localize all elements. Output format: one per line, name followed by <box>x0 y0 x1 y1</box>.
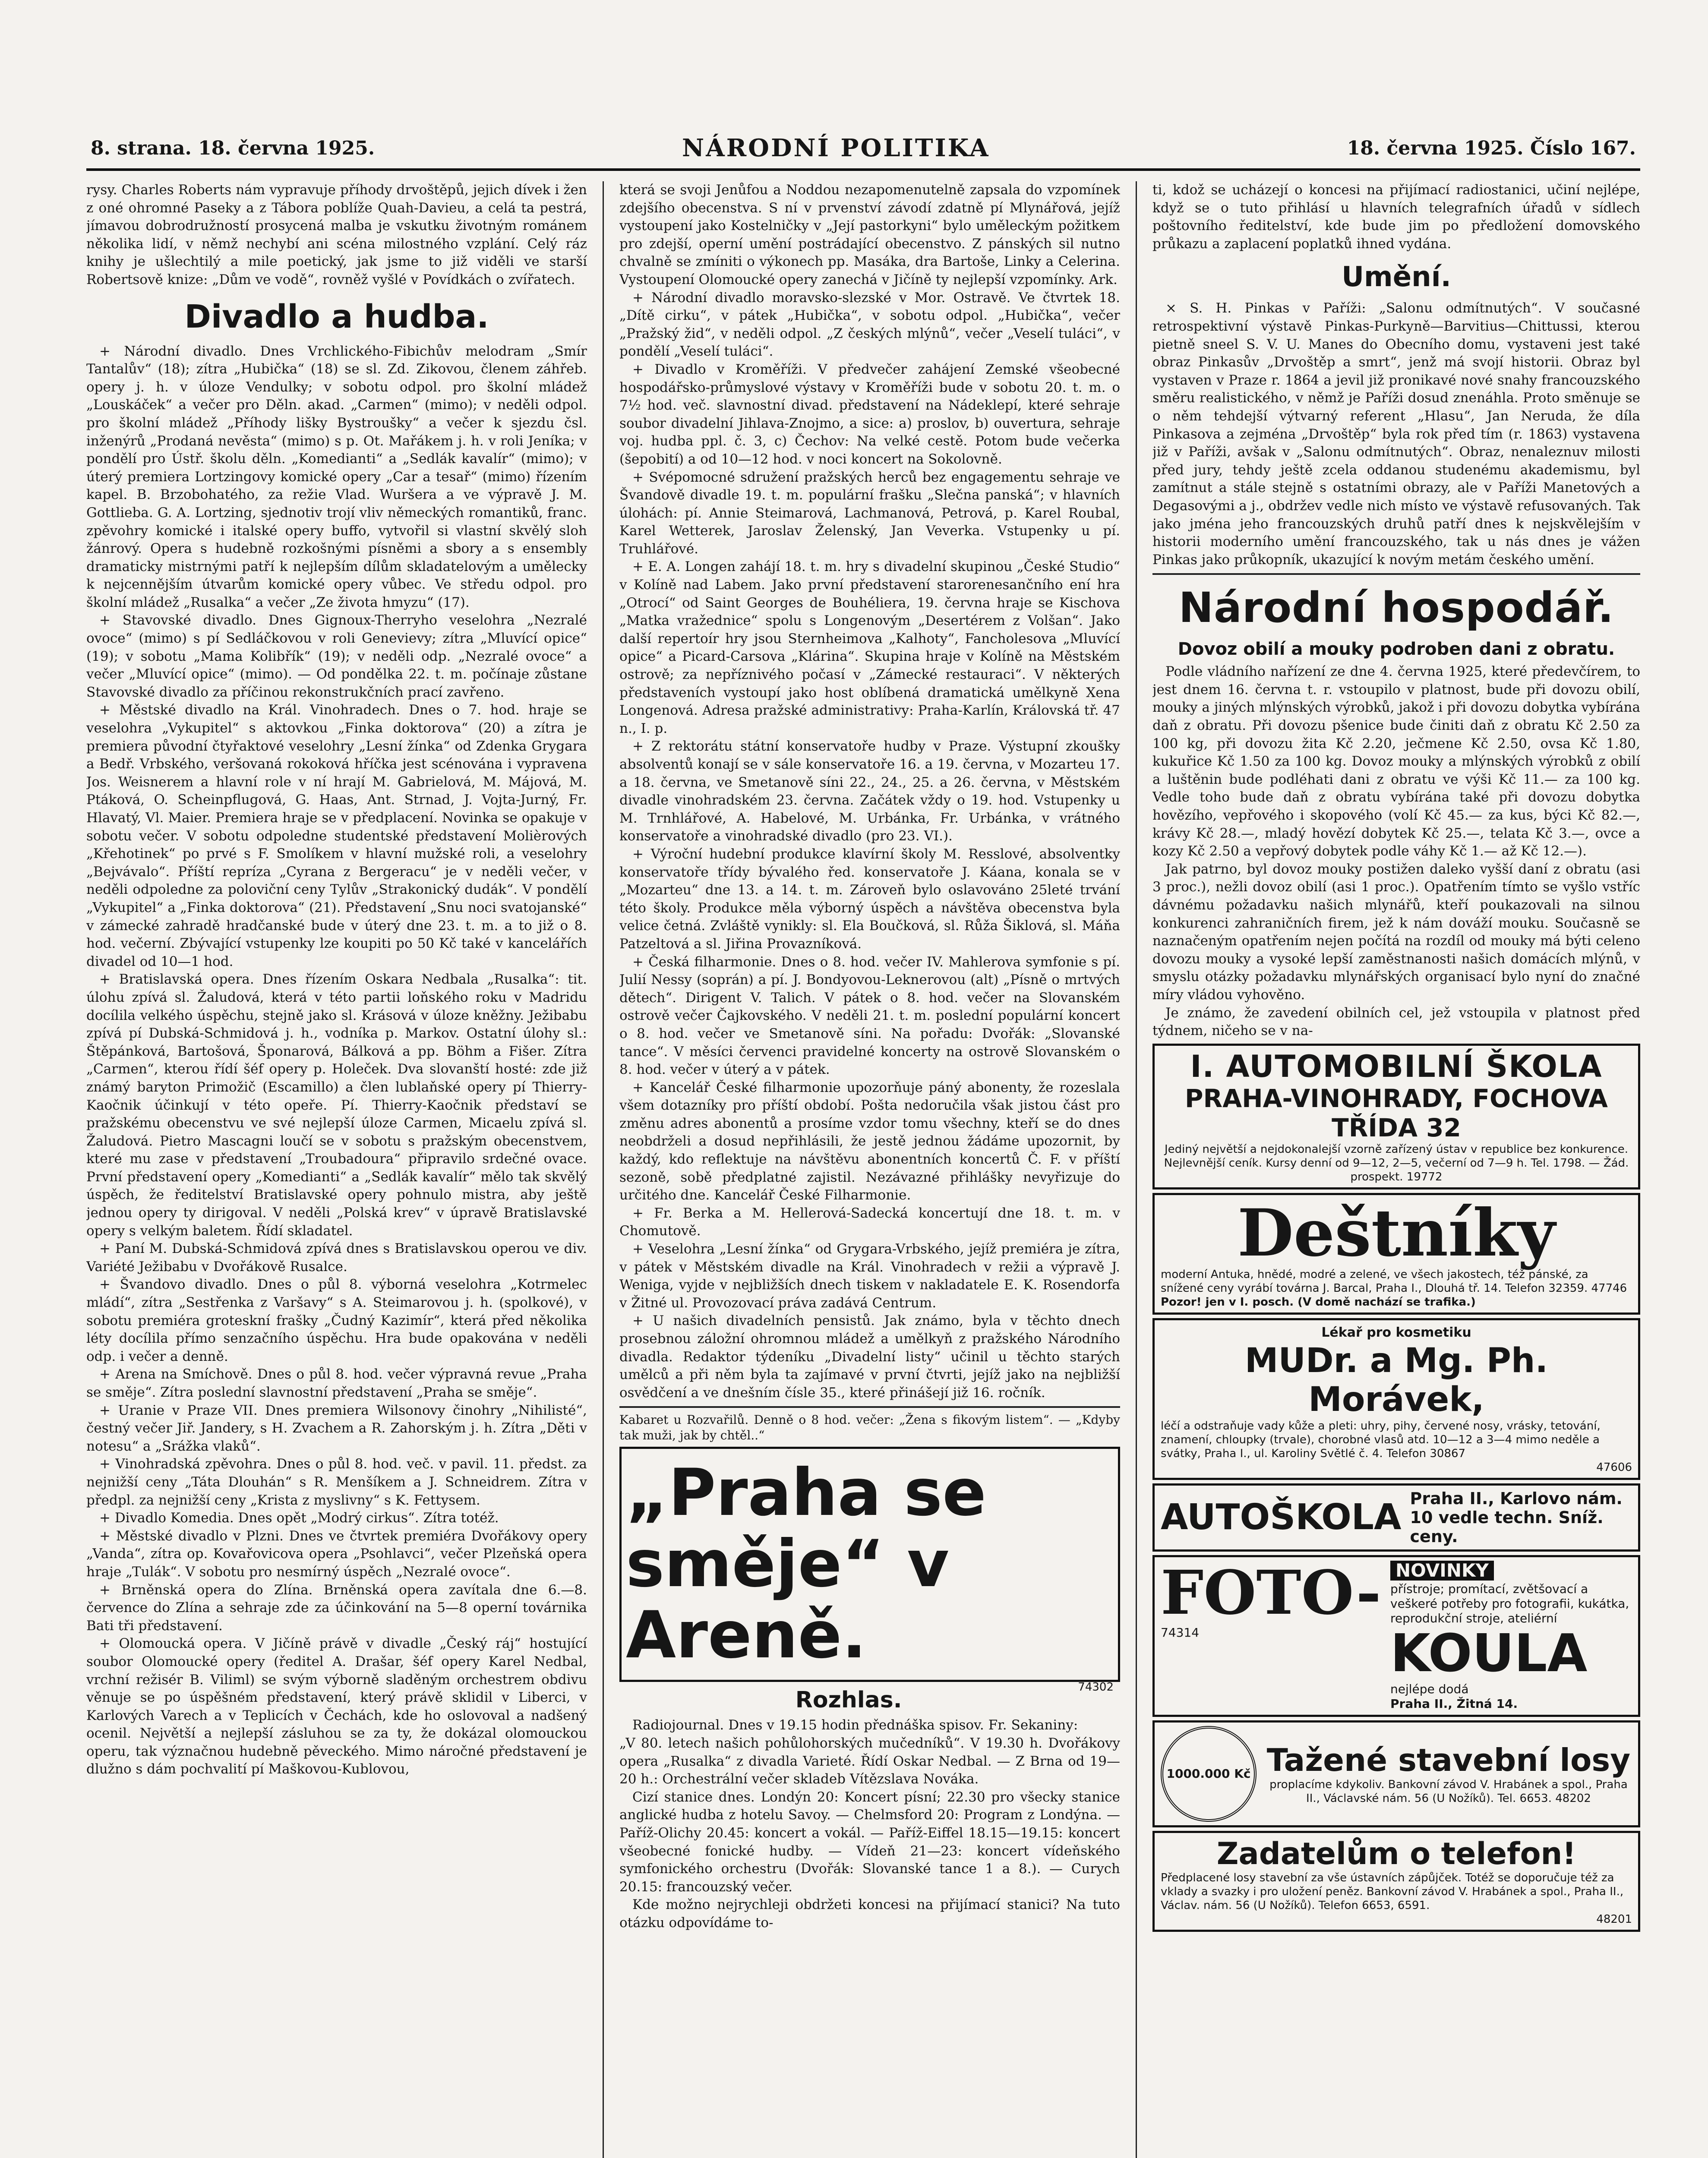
ad-number: 47606 <box>1596 1461 1632 1474</box>
section-title-rozhlas: Rozhlas. <box>795 1687 902 1713</box>
article-text: + Olomoucká opera. V Jičíně právě v divadle „Český ráj“ hostující soubor Olomoucké opery (ředitel A. Drašar, šéf opery Karel Nedbal, vrchní režisér B. Viliml) se svým výborně sladěným orchestrem obdivu věnuje se po úspěšném představení, který právě sklidil v Liberci, v Karlových Varech a v Teplicích v Čechách, kde ho oslovoval a nadšený ocenil. Největší a nejlepší zásluhou se za ty, že dokázal olomouckou operu, tak význačnou hudebně pěveckého. Mimo náročné představení je dlužno s dám pochvalití pí Maškovou-Kublovou, <box>86 1636 587 1777</box>
ad-praha-se-smeje <box>619 1447 1120 1694</box>
article-text: + Uranie v Praze VII. Dnes premiera Wilsonovy činohry „Nihilisté“, čestný večer Jiř. Jandery, s H. Zvachem a R. Zahorským j. h. Zítra „Děti v notesu“ a „Srážka vlaků“. <box>86 1402 587 1454</box>
column-2 <box>619 181 1120 2158</box>
article-text: + Česká filharmonie. Dnes o 8. hod. večer IV. Mahlerova symfonie s pí. Julií Nessy (soprán) a pí. J. Bondyovou-Leknerovou (alt) „Písně o mrtvých dětech“. Dirigent V. Talich. V pátek o 8. hod. večer na Slovanském ostrově večer Čajkovského. V neděli 21. t. m. poslední populární koncert o 8. hod. večer ve Smetanově síni. Na pořadu: Dvořák: „Slovanské tance“. V měsíci červenci pravidelné koncerty na ostrově Slovanském o 8. hod. večer v úterý a v pátek. <box>619 954 1120 1078</box>
article-text: Je známo, že zavedení obilních cel, jež vstoupila v platnost před týdnem, ničeho se v na- <box>1152 1005 1640 1039</box>
article-text: + Výroční hudební produkce klavírní školy M. Resslové, absolventky konservatoře třídy bývalého řed. konservatoře J. Káana, konala se v „Mozarteu“ dne 13. a 14. t. m. Zároveň bylo oslavováno 25leté trvání této školy. Produkce měla výborný úspěch a návštěva obecenstva byla velice četná. Zvláště vynikly: sl. Ela Boučková, sl. Růža Šiklová, sl. Máňa Patzeltová a sl. Jiřina Provazníková. <box>619 846 1120 952</box>
article-text: + Brněnská opera do Zlína. Brněnská opera zavítala dne 6.—8. července do Zlína a sehraje zde za účinkování na 5—8 operní továrnika Bati tři představení. <box>86 1582 587 1634</box>
ad-number: 74302 <box>1078 1681 1114 1694</box>
ad-number: 48201 <box>1596 1912 1632 1926</box>
column-1 <box>86 181 587 2158</box>
section-title-umeni: Umění. <box>1342 261 1451 293</box>
article-text: + Divadlo Komedia. Dnes opět „Modrý cirkus“. Zítra totéž. <box>99 1510 499 1526</box>
ad-text: Předplacené losy stavební za vše ústavních zápůjček. Totéž se doporučuje též za vklady a svazky i pro uložení peněz. Bankovní závod V. Hrabánek a spol., Praha II., Václav. nám. 56 (U Nožíků). Telefon 6653, 6591. <box>1161 1871 1624 1912</box>
article-text: ti, kdož se ucházejí o koncesi na přijímací radiostanici, učiní nejlépe, když se o tuto přihlásí u hlavních telegrafních úřadů v sídlech poštovního ředitelství, kde bude jim po předložení domovského průkazu a zaplacení poplatků ihned vydána. <box>1152 182 1640 252</box>
ad-headline: FOTO- <box>1161 1558 1381 1629</box>
ad-text: nejlépe dodá <box>1390 1682 1469 1696</box>
article-text: + E. A. Longen zahájí 18. t. m. hry s divadelní skupinou „České Studio“ v Kolíně nad Labem. Jako první představení starorenesančního ení hra „Otrocí“ od Saint Georges de Bouhéliera, 19. června hraje se Kischova „Matka vražednice“ spolu s Longenovým „Desertérem z Volšan“. Jako další repertoír hry jsou Sternheimova „Kalhoty“, Fancholesova „Mluvící opice“ a Picard-Carsova „Klárina“. Skupina hraje v Kolíně na Městském ostrově; za nepříznivého počasí v „Zámecké restauraci“. V některých představeních vystoupí jako host oblíbená dramatická umělkyně Xena Longenová. Adresa pražské administrativy: Praha-Karlín, Královská tř. 47 n., I. p. <box>619 559 1120 736</box>
column-3 <box>1152 181 1640 2158</box>
article-text: + Arena na Smíchově. Dnes o půl 8. hod. večer výpravná revue „Praha se směje“. Zítra poslední slavnostní představení „Praha se směje“. <box>86 1366 587 1400</box>
column-rule <box>603 181 604 2158</box>
article-text: Radiojournal. Dnes v 19.15 hodin přednáška spisov. Fr. Sekaniny: „V 80. letech našich pohůlohorských mučedníků“. V 19.30 h. Dvořákovy opera „Rusalka“ z divadla Varieté. Řídí Oskar Nedbal. — Z Brna od 19—20 h.: Orchestrální večer skladeb Vítězslava Nováka. <box>619 1717 1120 1787</box>
ad-destniky <box>1152 1193 1640 1315</box>
article-text: + Svépomocné sdružení pražských herců bez engagementu sehraje ve Švandově divadle 19. t. m. populární frašku „Slečna panská“; v hlavních úlohách: pí. Annie Steimarová, Lachmanová, Petrová, p. Karel Roubal, Karel Wetterek, Jaroslav Želenský, Jan Veverka. Vstupenky u pí. Truhlářové. <box>619 469 1120 557</box>
ad-text: přístroje; promítací, zvětšovací a veškeré potřeby pro fotografii, kukátka, reprodukční stroje, ateliérní <box>1390 1581 1629 1625</box>
ad-text: Praha II., Karlovo nám. 10 vedle techn. Sníž. ceny. <box>1410 1489 1623 1546</box>
section-title-narodni-hospodar: Národní hospodář. <box>1178 584 1614 632</box>
ad-telefon <box>1152 1831 1640 1932</box>
article-text: + Švandovo divadlo. Dnes o půl 8. výborná veselohra „Kotrmelec mládí“, zítra „Sestřenka z Varšavy“ s A. Steimarovou j. h. (spolkové), v sobotu premiéra groteskní frašky „Čudný Kazimír“, která před několika léty docílila přímo senzačního úspěchu. Hra bude opakována v neděli odp. i večer a denně. <box>86 1277 587 1364</box>
column-rule <box>1136 181 1137 2158</box>
article-text: + Veselohra „Lesní žínka“ od Grygara-Vrbského, jejíž premiéra je zítra, v pátek v Městském divadle na Král. Vinohradech v režii a výpravě J. Weniga, vyjde v nejbližších dnech tiskem v nakladatele E. K. Rosendorfa v Žitné ul. Provozovací práva zadává Centrum. <box>619 1241 1120 1311</box>
article-text: + Městské divadlo na Král. Vinohradech. Dnes o 7. hod. hraje se veselohra „Vykupitel“ s aktovkou „Finka doktorova“ (20) a zítra je premiera původní čtyřaktové veselohry „Lesní žínka“ od Zdenka Grygara a Bedř. Vrbského, veršovaná rokoková hříčka jest scénována i vypravena Jos. Weisnerem a hlavní role v ní hrají M. Gabrielová, M. Májová, M. Ptáková, O. Scheinpflugová, G. Haas, Ant. Strnad, J. Vojta-Jurný, Fr. Hlavatý, Vl. Maier. Premiera hraje se v předplacení. Novinka se opakuje v sobotu večer. V sobotu odpoledne studentské představení Molièrových „Křehotinek“ po prvé s F. Smolíkem v hlavní mužské roli, a veselohry „Bejvávalo“. Příští repríza „Cyrana z Bergeracu“ je v neděli večer, v neděli odpoledne za poloviční ceny Tylův „Strakonický dudák“. V pondělí „Vykupitel“ a „Finka doktorova“ (21). Představení „Snu noci svatojanské“ v zámecké zahradě hradčanské bude v úterý dne 23. t. m. a to již o 8. hod. večerní. Zbývající vstupenky lze koupiti po 50 Kč také v kancelářích divadel od 10—1 hod. <box>86 702 587 969</box>
article-text: + U našich divadelních pensistů. Jak známo, byla v těchto dnech prosebnou záložní ohromnou mládež a umělkyň z pražského Národního divadla. Redaktor týdeníku „Divadelní listy“ učinil u těchto starých umělců a při něm byla ta zajímavé v první čtvrti, jejíž jako na nejbližší osvědčení a ve dnešním čísle 35., které přinášejí již 16. ročník. <box>619 1313 1120 1401</box>
ad-text: proplacíme kdykoliv. Bankovní závod V. Hrabánek a spol., Praha II., Václavské nám. 56 (U Nožíků). Tel. 6653. 48202 <box>1269 1778 1628 1805</box>
article-text: + Bratislavská opera. Dnes řízením Oskara Nedbala „Rusalka“: tit. úlohu zpívá sl. Žaludová, která v této partii loňského roku v Madridu docílila velkého úspěchu, stejně jako sl. Krásová v úloze kněžny. Ježibabu zpívá pí Dubská-Schmidová j. h., vodníka p. Markov. Ostatní úlohy sl.: Štěpánková, Bartošová, Šponarová, Bálková a pp. Böhm a Fišer. Zítra „Carmen“, kterou řídí šéf opery p. Holeček. Dva slovanští hosté: zde již známý baryton Primožič (Escamillo) a člen lublaňské opery pí Thierry-Kaočnik účinkují v této opeře. Pí. Thierry-Kaočnik představí se pražskému obecenstvu ve své nejlepší úloze Carmen, Micaelu zpívá sl. Žaludová. Pietro Mascagni loučí se v sobotu s pražským obecenstvem, které mu zase v představení „Troubadoura“ připravilo srdečné ovace. První představení opery „Komedianti“ a „Sedlák kavalír“ mělo tak skvělý úspěch, že ředitelství Bratislavské opery pohnulo mistra, aby ještě jednou opery ty dirigoval. V neděli „Polská krev“ v úpravě Bratislavské opery s velkým baletem. Řídí skladatel. <box>86 972 587 1239</box>
article-text: + Divadlo v Kroměříži. V předvečer zahájení Zemské všeobecné hospodářsko-průmyslové výstavy v Kroměříži bude v sobotu 20. t. m. o 7½ hod. več. slavnostní divad. představení na Nádeklepí, které sehraje soubor divadelní Jihlava-Znojmo, a sice: a) proslov, b) ouvertura, sehraje voj. hudba ppl. č. 3, c) Čechov: Na velké cestě. Potom bude večerka (šepobití) a od 10—12 hod. v noci koncert na Sokolovně. <box>619 361 1120 467</box>
ad-subheadline: PRAHA-VINOHRADY, FOCHOVA TŘÍDA 32 <box>1185 1083 1608 1142</box>
article-text: + Fr. Berka a M. Hellerová-Sadecká koncertují dne 18. t. m. v Chomutově. <box>619 1205 1120 1239</box>
ad-headline: Tažené stavební losy <box>1266 1742 1631 1778</box>
article-text: + Vinohradská zpěvohra. Dnes o půl 8. hod. več. v pavil. 11. předst. za nejnižší ceny „Táta Dlouhán“ s R. Menšíkem a J. Schneidrem. Zítra v předpl. za nejnižší ceny „Krista z myslivny“ s K. Fettysem. <box>86 1456 587 1508</box>
ad-autoskola <box>1152 1483 1640 1552</box>
header-left: 8. strana. 18. června 1925. <box>91 137 375 159</box>
article-headline: Dovoz obilí a mouky podroben dani z obratu. <box>1178 639 1615 659</box>
divider <box>1152 573 1640 575</box>
ad-text: Jediný největší a nejdokonalejší vzorně zařízený ústav v republice bez konkurence. Nejlevnější ceník. Kursy denní od 9—12, 2—5, večerní od 7—9 h. Tel. 1798. — Žád. prospekt. 19772 <box>1164 1142 1629 1183</box>
ad-text: moderní Antuka, hnědé, modré a zelené, ve všech jakostech, též pánské, za snížené ceny vyrábí továrna J. Barcal, Praha I., Dlouhá tř. 14. Telefon 32359. 47746 <box>1161 1268 1627 1295</box>
article-text: Cizí stanice dnes. Londýn 20: Koncert písní; 22.30 pro všecky stanice anglické hudba z hotelu Savoy. — Chelmsford 20: Program z Londýna. — Paříž-Olichy 20.45: koncert a vokál. — Paříž-Eiffel 18.15—19.15: koncert všeobecné fonické hudby. — Vídeň 21—23: koncert vídeňského symfonického orchestru (Dvořák: Slovanské tance 1 a 8.). — Curych 20.15: francouzský večer. <box>619 1789 1120 1895</box>
article-text: rysy. Charles Roberts nám vypravuje příhody drvoštěpů, jejich dívek i žen z oné ohromné Paseky a z Tábora poblíže Quah-Davieu, a celá ta pestrá, jímavou dobrodružností prosycená malba je vskutku životným románem několika lidí, v němž nechybí ani scéna milostného vzplání. Celý ráz knihy je ušlechtilý a mile poetický, jak jsme to již viděli ve starší Robertsově knize: „Dům ve vodě“, rovněž vyšlé v Povídkách o zvířatech. <box>86 182 587 287</box>
section-title-divadlo: Divadlo a hudba. <box>184 298 489 335</box>
ad-brand: KOULA <box>1390 1623 1588 1684</box>
masthead: NÁRODNÍ POLITIKA <box>682 134 990 162</box>
ad-headline: Zadatelům o telefon! <box>1216 1836 1576 1871</box>
ad-seal: 1000.000 Kč <box>1161 1726 1257 1822</box>
article-text: + Národní divadlo. Dnes Vrchlického-Fibichův melodram „Smír Tantalův“ (18); zítra „Hubička“ (18) se sl. Zd. Zikovou, členem záhřeb. opery j. h. v úloze Vendulky; v sobotu odpol. pro školní mládež „Louskáček“ a večer pro Děln. akad. „Carmen“ (mimo); v neděli odpol. pro školní mládež „Příhody lišky Bystroušky“ a večer k sjezdu čsl. inženýrů „Prodaná nevěsta“ (mimo) s p. Ot. Mařákem j. h. v roli Jeníka; v pondělí pro Ústř. školu děln. „Komedianti“ a „Sedlák kavalír“ (mimo); v úterý premiera Lortzingovy komické opery „Car a tesař“ (mimo) řízením kapel. B. Brzobohatého, za režie Vlad. Wuršera a ve výpravě J. M. Gottlieba. G. A. Lortzing, sjednotiv trojí vliv německých romantiků, franc. zpěvohry komické i italské opery buffo, vytvořil si vlastní skvělý sloh žánrový. Opera s hudebně rozkošnými písněmi a sbory a s ensembly dramaticky mistrnými patří k nejlepším dílům skladatelovým a umělecky k nejcennějším útvarům komické opery vůbec. Ve středu odpol. pro školní mládež „Rusalka“ a večer „Ze života hmyzu“ (17). <box>86 343 587 610</box>
ad-text: léčí a odstraňuje vady kůže a pleti: uhry, pihy, červené nosy, vrásky, tetování, znamení, chloupky (trvale), chorobné vlasů atd. 10—12 a 3—4 mimo neděle a svátky, Praha I., ul. Karoliny Světlé č. 4. Telefon 30867 <box>1161 1420 1601 1461</box>
ad-stavebni-losy <box>1152 1720 1640 1827</box>
article-text: + Národní divadlo moravsko-slezské v Mor. Ostravě. Ve čtvrtek 18. „Dítě cirku“, v pátek „Hubička“, v sobotu odpol. „Hubička“, večer „Pražský žid“, v neděli odpol. „Z českých mlýnů“, večer „Veselí tuláci“, v pondělí „Veselí tuláci“. <box>619 290 1120 360</box>
ad-headline: I. AUTOMOBILNÍ ŠKOLA <box>1190 1048 1603 1084</box>
ad-kabaret: Kabaret u Rozvařilů. Denně o 8 hod. večer: „Žena s fikovým listem“. — „Kdyby tak muži, jak by chtěl..“ <box>619 1413 1120 1443</box>
article-text: Kde možno nejrychleji obdržeti koncesi na přijímací stanici? Na tuto otázku odpovídáme to- <box>619 1897 1120 1931</box>
ad-foto-koula <box>1152 1555 1640 1717</box>
article-text: Podle vládního nařízení ze dne 4. června 1925, které předevčírem, to jest dnem 16. června t. r. vstoupilo v platnost, bude při dovozu obilí, mouky a jiných mlýnských výrobků, jakož i při dovozu dobytka vybírána daň z obratu. Při dovozu pšenice bude činiti daň z obratu Kč 2.50 za 100 kg, při dovozu žita Kč 2.20, ječmene Kč 2.50, ovsa Kč 1.80, kukuřice Kč 1.50 za 100 kg. Dovoz mouky a mlýnských výrobků z obilí a luštěnin bude podléhati dani z obratu ve výši Kč 11.— za 100 kg. Vedle toho bude daň z obratu vybírána také při dovozu dobytka hovězího, vepřového i skopového (volí Kč 45.— za kus, býci Kč 82.—, krávy Kč 28.—, mladý hovězí dobytek Kč 25.—, telata Kč 3.—, ovce a kozy Kč 2.50 a vepřový dobytek podle váhy Kč 1.— až Kč 12.—). <box>1152 664 1640 859</box>
article-text: Jak patrno, byl dovoz mouky postižen daleko vyšší daní z obratu (asi 3 proc.), nežli dovoz obilí (asi 1 proc.). Opatřením tímto se vyšlo vstříc dávnému požadavku našich mlynářů, kteří poukazovali na silnou konkurenci zahraničních firem, jež k nám dováží mouku. Současně se naznačeným opatřením nejen počítá na rozdíl od mouky má býti celeno dovozu mouky a vysoké lepší zaměstnanosti našich domácích mlýnů, v smyslu otázky požadavku mlynářských organisací bylo nyní do značné míry vládou vyhověno. <box>1152 861 1640 1003</box>
article-text: + Stavovské divadlo. Dnes Gignoux-Therryho veselohra „Nezralé ovoce“ (mimo) s pí Sedláčkovou v roli Genevievy; zítra „Mluvící opice“ (19); v sobotu „Mama Kolibřík“ (19); v neděli odp. „Nezralé ovoce“ a večer „Mluvící opice“ (mimo). — Od pondělka 22. t. m. počínaje zůstane Stavovské divadlo za příčinou rekonstrukčních prací zavřeno. <box>86 612 587 700</box>
header-right: 18. června 1925. Číslo 167. <box>1347 137 1636 159</box>
ad-badge: NOVINKY <box>1390 1561 1494 1581</box>
page-header <box>86 129 1640 171</box>
ad-automobilni-skola <box>1152 1044 1640 1189</box>
article-text: která se svoji Jenůfou a Noddou nezapomenutelně zapsala do vzpomínek zdejšího obecenstva. S ní v prvenství závodí zdatně pí Mlynářová, jejíž vystoupení jako Kostelničky v „Její pastorkyni“ bylo uměleckým požitkem pro zdejší, operní umění postrádající obecenstvo. Z pánských sil nutno chvalně se zmíniti o výkonech pp. Masáka, dra Bartoše, Linky a Celerina. Vystoupení Olomoucké opery zanechá v Jičíně ty nejlepší vzpomínky. Ark. <box>619 182 1120 287</box>
divider <box>619 1406 1120 1408</box>
ad-moravek <box>1152 1318 1640 1480</box>
newspaper-page <box>86 129 1640 2158</box>
ad-label: Lékař pro kosmetiku <box>1321 1325 1471 1340</box>
ad-number: 74314 <box>1161 1625 1200 1640</box>
ad-headline: AUTOŠKOLA <box>1161 1497 1402 1538</box>
ad-headline: Deštníky <box>1237 1195 1556 1271</box>
ad-headline: MUDr. a Mg. Ph. Morávek, <box>1244 1341 1548 1420</box>
article-text: + Z rektorátu státní konservatoře hudby v Praze. Výstupní zkoušky absolventů konají se v sále konservatoře 16. a 19. června, v Mozarteu 17. a 18. června, ve Smetanově síni 22., 24., 25. a 26. června, v Městském divadle vinohradském 23. června. Začátek vždy o 19. hod. Vstupenky u M. Trnhlářové, A. Habelové, M. Urbánka, Fr. Urbánka, v vrátného konservatoře a vinohradské divadlo (pro 23. VI.). <box>619 738 1120 844</box>
ad-praha-text: „Praha se směje“ v Areně. <box>626 1455 986 1673</box>
article-text: + Městské divadlo v Plzni. Dnes ve čtvrtek premiéra Dvořákovy opery „Vanda“, zítra op. Kovařovicova opera „Psohlavci“, večer Plzeňská opera hraje „Tulák“. V sobotu pro nesmírný úspěch „Nezralé ovoce“. <box>86 1528 587 1580</box>
article-text: + Kancelář České filharmonie upozorňuje páný abonenty, že rozeslala všem dotazníky pro příští období. Pošta nedoručila však jistou část pro změnu adres abonentů a prosíme vzdor tomu všechny, kteří se do dnes neobdrželi a dosud nepřihlásili, že jestě jednou žádáme upozornit, by každý, kdo reflektuje na návštěvu abonentních koncertů Č. F. v příští sezoně, sobě předplatné zajistil. Nezávazné přihlášky nevyřizuje do určitého dne. Kancelář České Filharmonie. <box>619 1079 1120 1203</box>
article-text: × S. H. Pinkas v Paříži: „Salonu odmítnutých“. V současné retrospektivní výstavě Pinkas-Purkyně—Barvitius—Chittussi, kterou pietně sneel S. V. U. Manes do Obecního domu, vystaveni jest také obraz Pinkasův „Drvoštěp a smrt“, jenž má svojí historii. Obraz byl vystaven v Praze r. 1864 a jevil již pronikavé nové snahy francouzského směru realistického, v němž je Paříži dosud znenáhla. Proto směnuje se o něm tehdejší výtvarný referent „Hlasu“, Jan Neruda, že díla Pinkasova a zejména „Drvoštěp“ byla rok před tím (r. 1863) vystavena již v Paříži, avšak v „Salonu odmítnutých“. Obraz, nenaleznuv milosti před jury, tehdy ještě zcela oddanou studenému akademismu, byl zamítnut a stále stejně s ostatními obrazy, ale v Paříži Manetových a Degasovými a j., obdržev vedle nich místo ve výstavě refusovaných. Tak jako jména jeho francouzských druhů patří dnes k nejskvělejším v historii moderního umění francouzského, tak u nás dnes je vážen Pinkas jako průkopník, ukazující k novým metám českého umění. <box>1152 300 1640 568</box>
ad-text: Pozor! jen v I. posch. (V domě nachází se trafika.) <box>1161 1295 1476 1309</box>
ad-address: Praha II., Žitná 14. <box>1390 1696 1518 1711</box>
article-text: + Paní M. Dubská-Schmidová zpívá dnes s Bratislavskou operou ve div. Variété Ježibabu v Dvořákově Rusalce. <box>86 1241 587 1275</box>
